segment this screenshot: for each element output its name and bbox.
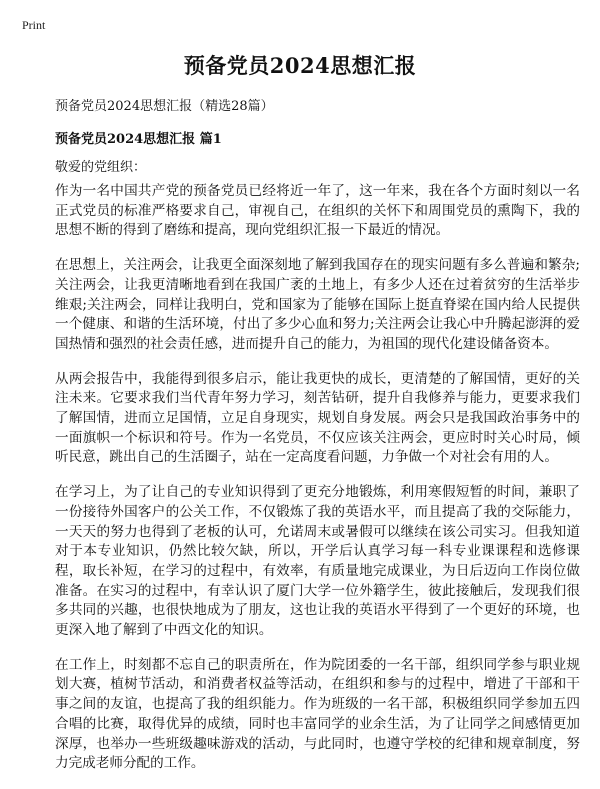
paragraph-intro: 作为一名中国共产党的预备党员已经将近一年了，这一年来，我在各个方面时刻以一名正式党员的标准严格要求自己，审视自己，在组织的关怀下和周围党员的熏陶下，我的思想不断的得到了磨练和提高，现向党组织汇报一下最近的情况。	[55, 183, 580, 239]
paragraph-study: 在学习上，为了让自己的专业知识得到了更充分地锻炼，利用寒假短暂的时间，兼职了一份接待外国客户的公关工作，不仅锻炼了我的英语水平，而且提高了我的交际能力，一天天的努力也得到了老板的认可，允诺周末或暑假可以继续在该公司实习。但我知道对于本专业知识，仍然比较欠缺，所以，开学后认真学习每一科专业课课程和选修课程，取长补短，在学习的过程中，有效率，有质量地完成课业，为日后迈向工作岗位做准备。在实习的过程中，有幸认识了厦门大学一位外籍学生，彼此接触后，发现我们很多共同的兴趣，也很快地成为了朋友，这也让我的英语水平得到了一个更好的环境，也更深入地了解到了中西文化的知识。	[55, 484, 580, 639]
salutation: 敬爱的党组织：	[55, 160, 147, 175]
document-body	[55, 182, 580, 789]
document-subtitle: 预备党员2024思想汇报（精选28篇）	[55, 99, 274, 114]
section-heading: 预备党员2024思想汇报 篇1	[55, 132, 222, 147]
print-link[interactable]: Print	[22, 18, 46, 32]
paragraph-report: 从两会报告中，我能得到很多启示，能让我更快的成长，更清楚的了解国情，更好的关注未来。它要求我们当代青年努力学习，刻苦钻研，提升自我修养与能力，更要求我们了解国情，进而立足国情，立足自身现实，规划自身发展。两会只是我国政治事务中的一面旗帜一个标识和符号。作为一名党员，不仅应该关注两会，更应时时关心时局，倾听民意，跳出自己的生活圈子，站在一定高度看问题，力争做一个对社会有用的人。	[55, 370, 580, 466]
page-title: 预备党员2024思想汇报	[183, 53, 417, 78]
paragraph-work: 在工作上，时刻都不忘自己的职责所在，作为院团委的一名干部，组织同学参与职业规划大赛，植树节活动，和消费者权益等活动，在组织和参与的过程中，增进了干部和干事之间的友谊，也提高了我的组织能力。作为班级的一名干部，积极组织同学参加五四合唱的比赛，取得优异的成绩，同时也丰富同学的业余生活，为了让同学之间感情更加深厚，也举办一些班级趣味游戏的活动，与此同时，也遵守学校的纪律和规章制度，努力完成老师分配的工作。	[55, 656, 580, 772]
paragraph-thought: 在思想上，关注两会，让我更全面深刻地了解到我国存在的现实问题有多么普遍和繁杂;关注两会，让我更清晰地看到在我国广袤的土地上，有多少人还在过着贫穷的生活举步维艰;关注两会，同样让我明白，党和国家为了能够在国际上挺直脊梁在国内给人民提供一个健康、和谐的生活环境，付出了多少心血和努力;关注两会让我心中升腾起澎湃的爱国热情和强烈的社会责任感，进而提升自己的能力，为祖国的现代化建设储备资本。	[55, 257, 580, 352]
